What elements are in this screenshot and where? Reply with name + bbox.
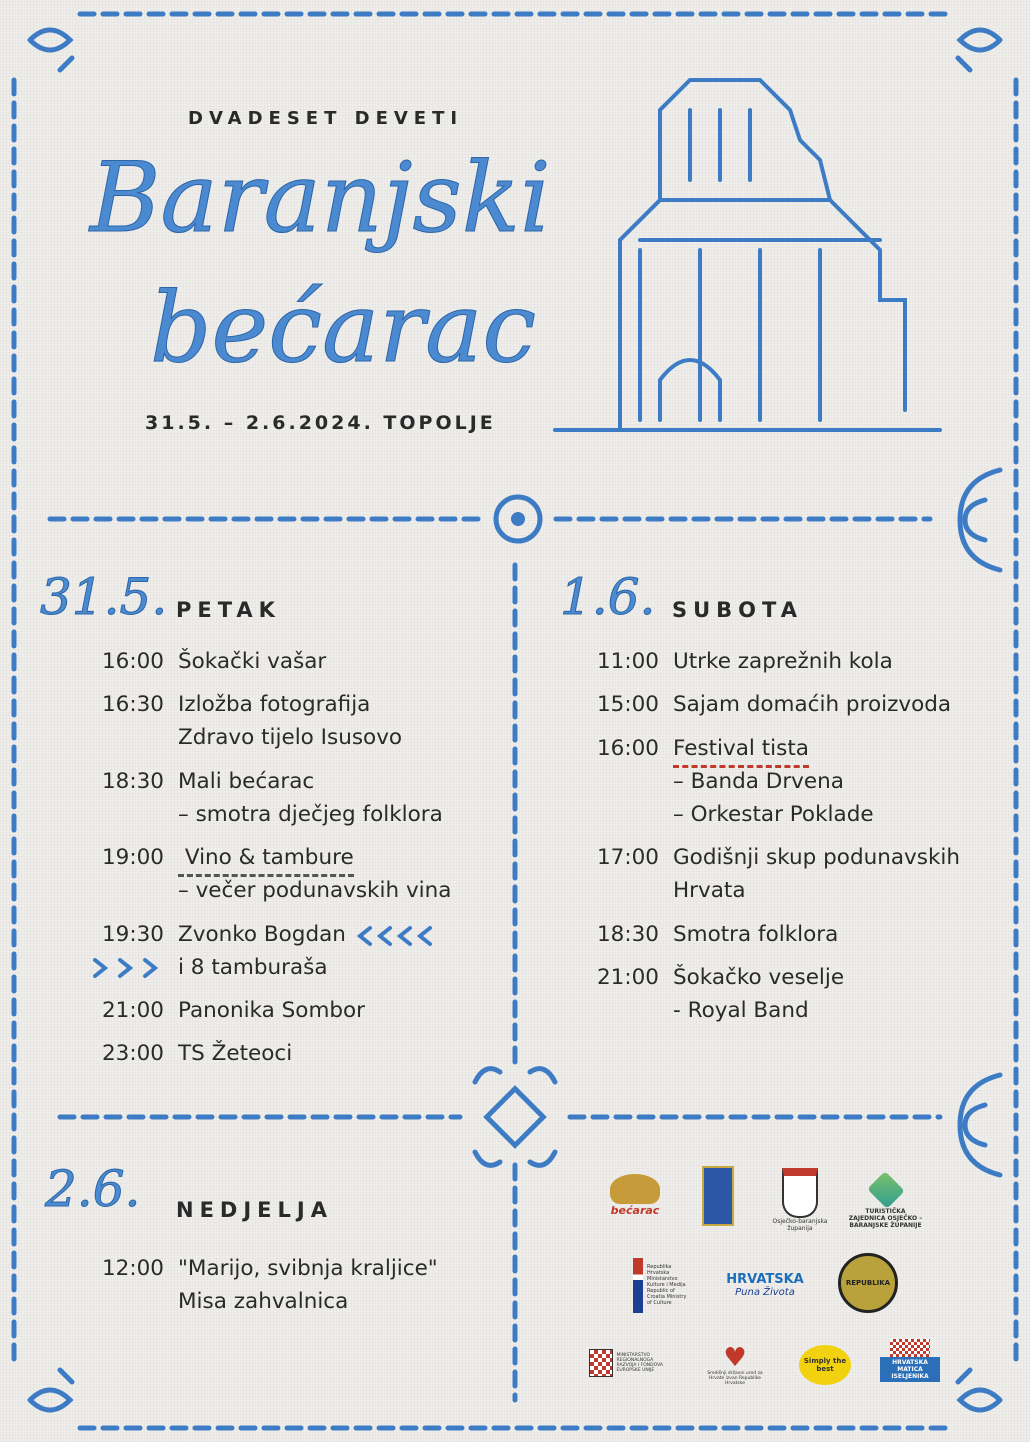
matica-logo: HRVATSKA MATICA ISELJENIKA (880, 1330, 940, 1390)
event-time: 15:00 (597, 692, 659, 717)
event-title: Mali bećarac (178, 769, 315, 794)
day-number: 31.5. (40, 568, 168, 626)
tourist-board-logo: TURISTIČKA ZAJEDNICA OSJEČKO – BARANJSKE ŽUPANIJE (848, 1165, 923, 1235)
republika-logo: REPUBLIKA (838, 1245, 898, 1320)
event-title: Sajam domaćih proizvoda (673, 692, 952, 717)
day-number: 2.6. (45, 1160, 141, 1218)
hrvatska-logo: HRVATSKA Puna Života (726, 1271, 804, 1298)
event-time: 18:30 (597, 922, 659, 947)
day-name: NEDJELJA (176, 1198, 333, 1222)
event-subtitle: – smotra dječjeg folklora (178, 802, 443, 827)
event-subtitle: i 8 tamburaša (178, 955, 328, 980)
title-line-2: bećarac (150, 272, 537, 384)
event-title: Šokački vašar (178, 649, 327, 674)
event-title: Šokačko veselje (673, 965, 845, 990)
event-time: 19:00 (102, 845, 164, 870)
event-subtitle: Zdravo tijelo Isusovo (178, 725, 403, 750)
county-logo: Osječko-baranjska županija (770, 1165, 830, 1235)
event-subtitle: – večer podunavskih vina (178, 878, 452, 903)
event-title: TS Žeteoci (178, 1041, 293, 1066)
event-time: 16:30 (102, 692, 164, 717)
coat-of-arms-banner-icon (700, 1165, 736, 1227)
event-title: Smotra folklora (673, 922, 839, 947)
date-place: 31.5. – 2.6.2024. TOPOLJE (145, 412, 496, 434)
office-logo: ♥ Središnji državni ured za Hrvate izvan Republike Hrvatske (707, 1342, 763, 1386)
event-time: 16:00 (102, 649, 164, 674)
event-time: 17:00 (597, 845, 659, 870)
event-time: 21:00 (102, 998, 164, 1023)
day-number: 1.6. (560, 568, 656, 626)
event-subtitle: – Banda Drvena (673, 769, 844, 794)
event-time: 19:30 (102, 922, 164, 947)
event-time: 12:00 (102, 1256, 164, 1281)
event-title: Izložba fotografija (178, 692, 371, 717)
event-title: Utrke zaprežnih kola (673, 649, 893, 674)
event-subtitle: - Royal Band (673, 998, 809, 1023)
simply-logo: Simply the best (795, 1340, 855, 1390)
event-title: Vino & tambure (178, 841, 354, 877)
event-title: Panonika Sombor (178, 998, 366, 1023)
event-time: 21:00 (597, 965, 659, 990)
becarac-logo: bećarac (600, 1165, 670, 1225)
event-title: Zvonko Bogdan (178, 922, 346, 947)
day-name: PETAK (176, 598, 281, 622)
event-time: 16:00 (597, 736, 659, 761)
ministry-culture-logo: Republika Hrvatska Ministarstvo Kulture i Medija Republic of Croatia Ministry of Culture (620, 1250, 700, 1320)
ministry-regional-logo: MINISTARSTVO REGIONALNOGA RAZVOJA I FONDOVA EUROPSKE UNIJE (585, 1335, 675, 1390)
event-time: 23:00 (102, 1041, 164, 1066)
kicker-text: DVADESET DEVETI (188, 108, 464, 129)
event-subtitle: Hrvata (673, 878, 746, 903)
event-subtitle: Misa zahvalnica (178, 1289, 349, 1314)
event-title: Festival tista (673, 732, 809, 768)
event-time: 11:00 (597, 649, 659, 674)
day-name: SUBOTA (672, 598, 803, 622)
event-title: Godišnji skup podunavskih (673, 845, 960, 870)
event-subtitle: – Orkestar Poklade (673, 802, 874, 827)
title-line-1: Baranjski (90, 142, 551, 254)
event-title: "Marijo, svibnja kraljice" (178, 1256, 438, 1281)
event-time: 18:30 (102, 769, 164, 794)
